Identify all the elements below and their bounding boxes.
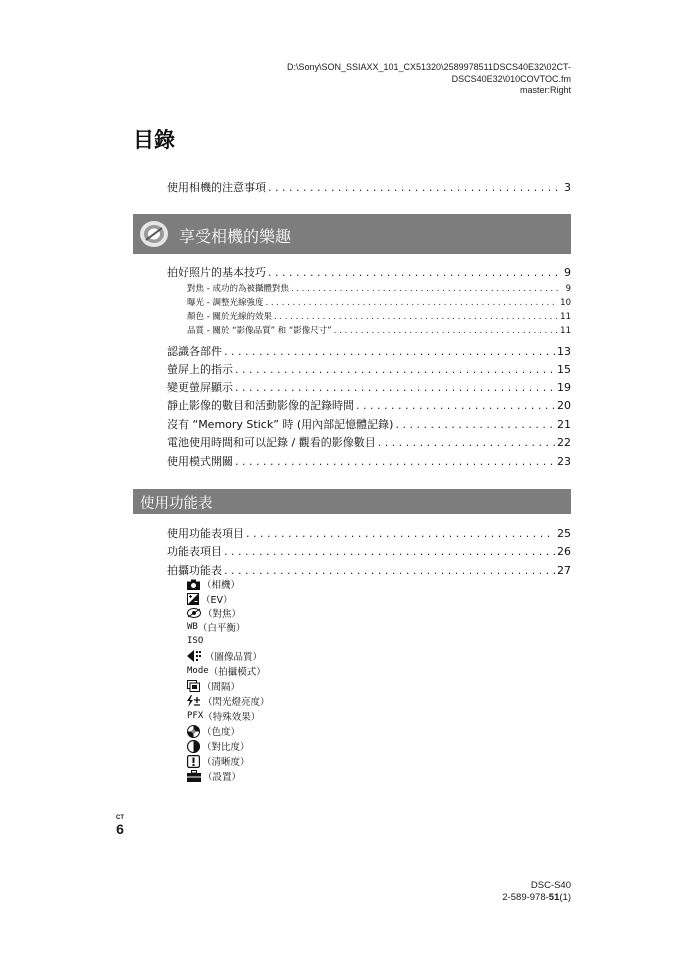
toc-entry[interactable] <box>167 361 571 377</box>
dot-leader <box>235 363 555 376</box>
menu-item-text: （對焦） <box>203 609 242 620</box>
section-title: 享受相機的樂趣 <box>179 227 292 246</box>
toc-entry-label: 曝光 - 調整光線強度 <box>187 298 264 308</box>
model-name: DSC-S40 <box>530 880 571 891</box>
camera-icon <box>187 579 200 590</box>
part-number-suffix: (1) <box>559 892 571 903</box>
sharpness-icon <box>187 755 200 768</box>
toc-entry-label: 螢屏上的指示 <box>167 363 233 376</box>
section-banner-menu <box>133 489 571 514</box>
menu-item-text: （圖像品質） <box>205 652 263 663</box>
toc-entry-label: 使用相機的注意事項 <box>167 181 266 194</box>
toc-entry[interactable] <box>167 525 571 541</box>
contrast-icon <box>187 740 200 753</box>
menu-item-image-quality[interactable] <box>187 649 262 663</box>
toc-entry[interactable] <box>167 264 571 280</box>
toc-entry-page: 22 <box>557 436 571 449</box>
setup-icon <box>187 770 201 782</box>
menu-item-text: （色度） <box>202 727 241 738</box>
toc-entry-label: 認識各部件 <box>167 345 222 358</box>
menu-item-flash-level[interactable] <box>187 694 270 708</box>
focus-icon <box>187 608 201 618</box>
toc-subentry[interactable] <box>187 310 571 322</box>
toc-entry-page: 15 <box>557 363 571 376</box>
toc-subentry[interactable] <box>187 282 571 294</box>
file-path-line-2: DSCS40E32\010COVTOC.fm <box>451 73 571 84</box>
menu-item-ev[interactable] <box>187 592 233 606</box>
toc-entry[interactable] <box>167 179 571 195</box>
menu-item-mode[interactable] <box>187 664 266 678</box>
dot-leader <box>224 545 555 558</box>
toc-entry-page: 10 <box>560 298 571 308</box>
menu-item-camera[interactable] <box>187 577 240 591</box>
dot-leader <box>224 345 555 358</box>
part-number-prefix: 2-589-978- <box>502 892 549 903</box>
toc-entry-page: 13 <box>557 345 571 358</box>
menu-item-focus[interactable] <box>187 606 241 620</box>
menu-item-prefix: ISO <box>187 636 204 646</box>
dot-leader <box>291 284 559 294</box>
page-language-code: CT <box>116 815 124 821</box>
toc-entry-page: 26 <box>557 545 571 558</box>
toc-entry-page: 21 <box>557 418 571 431</box>
dot-leader <box>395 418 555 431</box>
toc-entry-label: 靜止影像的數目和活動影像的記錄時間 <box>167 399 354 412</box>
toc-entry[interactable] <box>167 562 571 578</box>
toc-subentry[interactable] <box>187 324 571 336</box>
toc-entry-page: 19 <box>557 381 571 394</box>
menu-item-text: （相機） <box>202 580 241 591</box>
menu-item-contrast[interactable] <box>187 739 250 753</box>
toc-entry[interactable] <box>167 434 571 450</box>
file-path-header <box>287 62 571 97</box>
toc-entry-label: 使用模式開關 <box>167 455 233 468</box>
dot-leader <box>356 399 555 412</box>
toc-entry-page: 20 <box>557 399 571 412</box>
toc-entry[interactable] <box>167 379 571 395</box>
toc-entry-label: 變更螢屏顯示 <box>167 381 233 394</box>
toc-entry-page: 9 <box>564 266 571 279</box>
toc-entry-label: 顏色 - 關於光線的效果 <box>187 312 272 322</box>
dot-leader <box>334 326 558 336</box>
menu-item-text: （拍攝模式） <box>208 667 266 678</box>
menu-item-text: （閃光燈亮度） <box>203 697 270 708</box>
toc-entry-page: 3 <box>564 181 571 194</box>
page-title: 目錄 <box>133 128 175 152</box>
image-quality-icon <box>187 650 203 662</box>
part-number-bold: 51 <box>548 892 560 903</box>
page-number-value: 6 <box>116 821 124 837</box>
master-label: master:Right <box>519 85 571 95</box>
dot-leader <box>268 266 559 279</box>
menu-item-white-balance[interactable] <box>187 620 245 634</box>
dot-leader <box>268 181 559 194</box>
menu-item-text: （間隔） <box>202 682 241 693</box>
menu-item-text: （清晰度） <box>202 757 250 768</box>
toc-entry-page: 11 <box>560 312 571 322</box>
toc-entry-label: 品質 - 關於 “影像品質” 和 “影像尺寸” <box>187 326 332 336</box>
section-banner-enjoy <box>133 214 571 254</box>
dot-leader <box>274 312 558 322</box>
toc-entry[interactable] <box>167 416 571 432</box>
interval-icon <box>187 680 200 692</box>
toc-entry-page: 9 <box>565 284 571 294</box>
toc-entry-label: 電池使用時間和可以記錄 / 觀看的影像數目 <box>167 436 376 449</box>
menu-item-prefix: WB <box>187 622 198 632</box>
flash-level-icon <box>187 695 201 707</box>
toc-entry-label: 拍好照片的基本技巧 <box>167 266 266 279</box>
toc-entry-label: 使用功能表項目 <box>167 527 244 540</box>
toc-entry-label: 功能表項目 <box>167 545 222 558</box>
toc-entry-page: 27 <box>557 564 571 577</box>
menu-item-text: （設置） <box>203 772 242 783</box>
menu-item-text: （對比度） <box>202 742 250 753</box>
menu-item-prefix: Mode <box>187 666 209 676</box>
page-number <box>116 815 124 836</box>
ev-icon <box>187 593 199 605</box>
toc-entry-page: 25 <box>557 527 571 540</box>
toc-entry-label: 沒有 “Memory Stick” 時 (用內部記憶體記錄) <box>167 418 394 431</box>
dot-leader <box>265 298 558 308</box>
toc-entry[interactable] <box>167 453 571 469</box>
toc-entry-page: 23 <box>557 455 571 468</box>
toc-subentry[interactable] <box>187 296 571 308</box>
menu-item-text: （特殊效果） <box>203 712 261 723</box>
camera-lens-icon <box>139 220 169 248</box>
toc-entry-label: 對焦 - 成功的為被攝體對焦 <box>187 284 289 294</box>
dot-leader <box>235 455 555 468</box>
menu-item-text: （白平衡） <box>197 623 246 634</box>
dot-leader <box>235 381 555 394</box>
menu-item-setup[interactable] <box>187 769 241 783</box>
toc-entry[interactable] <box>167 343 571 359</box>
dot-leader <box>246 527 555 540</box>
menu-item-saturation[interactable] <box>187 724 240 738</box>
menu-item-picture-effect[interactable] <box>187 709 260 723</box>
menu-item-iso[interactable] <box>187 634 203 648</box>
toc-entry[interactable] <box>167 543 571 559</box>
part-number <box>502 892 571 904</box>
menu-item-prefix: PFX <box>187 711 204 721</box>
toc-entry-page: 11 <box>560 326 571 336</box>
dot-leader <box>224 564 555 577</box>
saturation-icon <box>187 725 200 738</box>
dot-leader <box>378 436 555 449</box>
footer <box>502 880 571 904</box>
toc-entry-label: 拍攝功能表 <box>167 564 222 577</box>
file-path-line-1: D:\Sony\SON_SSIAXX_101_CX51320\2589978511DSCS40E32\02CT- <box>286 62 571 72</box>
menu-item-text: （EV） <box>201 595 233 606</box>
toc-entry[interactable] <box>167 397 571 413</box>
menu-item-sharpness[interactable] <box>187 754 250 768</box>
menu-item-interval[interactable] <box>187 679 240 693</box>
section-title: 使用功能表 <box>140 496 213 512</box>
